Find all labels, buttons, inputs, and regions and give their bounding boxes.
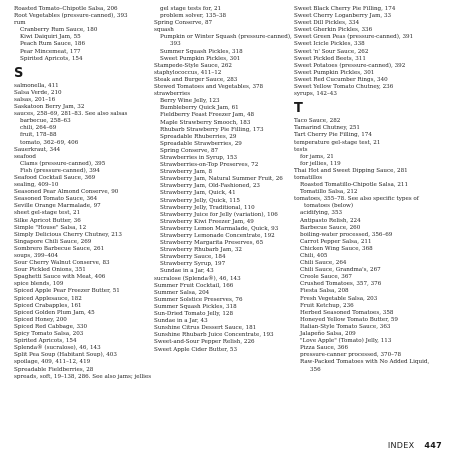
index-entry: soups, 399–404 xyxy=(14,253,58,259)
index-subentry: Strawberry Jelly, Quick, 115 xyxy=(160,197,240,204)
index-subentry: Pear Mincemeat, 177 xyxy=(20,48,81,55)
index-subentry: Fruit Ketchup, 236 xyxy=(300,302,354,309)
index-entry: seafood xyxy=(14,153,36,160)
index-entry: Sweet Yellow Tomato Chutney, 236 xyxy=(294,84,394,91)
index-subentry: Chili Sauce, Grandma's, 267 xyxy=(300,267,381,274)
index-entry: sucralose (Splenda®), 46, 143 xyxy=(154,275,241,282)
index-entry: Sweet Black Cherry Pie Filling, 174 xyxy=(294,6,396,12)
index-subentry: Strawberry Juice for Jelly (variation), 106 xyxy=(160,211,278,218)
index-entry: Spicy Tomato Salsa, 203 xyxy=(14,331,84,338)
index-subentry: Strawberries in Syrup, 153 xyxy=(160,154,238,161)
index-entry: Root Vegetables (pressure-canned), 393 xyxy=(14,13,128,20)
index-subentry: chili, 264–69 xyxy=(20,125,57,132)
index-subentry: Jalapeño Salsa, 209 xyxy=(300,331,356,338)
index-entry: Silke Apricot Butter, 36 xyxy=(14,217,81,224)
index-subentry: Clams (pressure-canned), 395 xyxy=(20,160,106,167)
index-entry: Taco Sauce, 282 xyxy=(294,118,341,125)
index-subentry: barbecue, 258–63 xyxy=(20,118,71,125)
index-entry: sealing, 409–10 xyxy=(14,182,59,189)
index-entry: Seasoned Pear Almond Conserve, 90 xyxy=(14,189,119,196)
index-subentry: Chili, 405 xyxy=(300,253,328,259)
index-entry: sauces, 258–69, 281–83. See also salsas xyxy=(14,111,128,118)
index-entry: Spirited Apricots, 154 xyxy=(14,338,77,345)
index-subentry: Sundae in a Jar, 43 xyxy=(160,268,214,275)
index-subentry: Honeyed Yellow Tomato Butter, 59 xyxy=(300,316,398,323)
index-subentry: Spreadable Rhuberries, 29 xyxy=(160,133,237,140)
index-subentry: Chili Sauce, 264 xyxy=(300,260,347,267)
index-subentry: Antipasto Relish, 224 xyxy=(300,217,361,224)
index-entry: Sour Cherry Walnut Conserve, 83 xyxy=(14,260,110,267)
index-subentry: Strawberry Jam, Quick, 41 xyxy=(160,190,236,197)
index-entry: Summer Solstice Preserves, 76 xyxy=(154,296,243,303)
index-subentry: Strawberry Rhubarb Jam, 32 xyxy=(160,247,242,254)
index-entry: squash xyxy=(154,27,174,34)
index-entry: Sweet Red Cucumber Rings, 340 xyxy=(294,76,388,83)
index-entry: Spreadable Fieldberries, 28 xyxy=(14,366,94,373)
index-entry: Spiced Crabapples, 161 xyxy=(14,302,82,309)
index-entry: Seasoned Tomato Sauce, 364 xyxy=(14,196,98,203)
index-subentry: problem solver, 135–38 xyxy=(160,13,227,20)
index-entry: Spaghetti Sauce with Meat, 406 xyxy=(14,274,106,281)
index-subentry: acidifying, 353 xyxy=(300,210,343,217)
index-entry: Simply Delicious Cherry Chutney, 213 xyxy=(14,231,122,238)
index-subentry: Raw-Packed Tomatoes with No Added Liquid, 356 xyxy=(300,359,430,373)
index-entry: Sweet Green Peas (pressure-canned), 391 xyxy=(294,34,414,41)
index-entry: Sweet-and-Sour Pepper Relish, 226 xyxy=(154,339,255,346)
index-subentry: Italian-Style Tomato Sauce, 363 xyxy=(300,323,391,330)
index-entry: Simple "House" Salsa, 12 xyxy=(14,224,87,231)
section-letter: T xyxy=(294,101,303,117)
index-entry: Split Pea Soup (Habitant Soup), 403 xyxy=(14,352,117,359)
index-entry: temperature gel-stage test, 21 xyxy=(294,139,381,146)
footer-section-label: INDEX xyxy=(387,441,415,450)
index-subentry: Spirited Apricots, 154 xyxy=(20,55,83,62)
index-entry: Roasted Tomato–Chipotle Salsa, 206 xyxy=(14,6,118,12)
page-number: 447 xyxy=(424,441,442,450)
index-entry: staphylococcus, 411–12 xyxy=(154,69,222,76)
index-entry: syrups, 142–43 xyxy=(294,91,337,98)
index-subentry: Strawberry Jam, 8 xyxy=(160,169,213,176)
index-subentry: Strawberry Jam, Natural Summer Fruit, 26 xyxy=(160,176,283,183)
index-subentry: Strawberry Lemonade Concentrate, 192 xyxy=(160,233,275,239)
index-entry: Splenda® (sucralose), 46, 143 xyxy=(14,345,101,352)
index-entry: Sweet Gherkin Pickles, 336 xyxy=(294,27,373,34)
index-entry: Sweet Apple Cider Butter, 53 xyxy=(154,346,238,353)
index-entry: Seafood Cocktail Sauce, 369 xyxy=(14,174,96,181)
index-subentry: Carrot Pepper Salsa, 211 xyxy=(300,238,372,245)
index-entry: spreads, soft, 19–138, 286. See also jams; jellies xyxy=(14,373,152,380)
index-subentry: Fieldberry Feast Freezer Jam, 48 xyxy=(160,112,255,119)
index-entry: Spiced Golden Plum Jam, 45 xyxy=(14,309,95,316)
index-subentry: Roasted Tomatillo-Chipotle Salsa, 211 xyxy=(300,182,409,189)
index-entry: Sweet Cherry Loganberry Jam, 33 xyxy=(294,13,392,20)
index-entry: Steak and Burger Sauce, 283 xyxy=(154,76,238,83)
index-subentry: boiling-water processed, 356–69 xyxy=(300,231,393,238)
index-entry: Sunshine Citrus Dessert Sauce, 181 xyxy=(154,325,257,332)
index-subentry: Sweet Pumpkin Pickles, 301 xyxy=(160,55,241,62)
index-entry: Spiced Apple Pear Freezer Butter, 51 xyxy=(14,288,120,295)
index-subentry: Fresh Vegetable Salsa, 203 xyxy=(300,295,378,302)
index-subentry: Strawberries-on-Top Preserves, 72 xyxy=(160,162,259,169)
index-column-1 xyxy=(14,6,152,381)
index-entry: sheet gel-stage test, 21 xyxy=(14,210,81,217)
index-entry: Sweet Potatoes (pressure-canned), 392 xyxy=(294,62,406,69)
index-entry: Sweet 'n' Sour Sauce, 262 xyxy=(294,48,369,55)
index-entry: Tart Cherry Pie Filling, 174 xyxy=(294,132,372,139)
index-entry: tests xyxy=(294,146,308,153)
index-entry: Singapore Chili Sauce, 269 xyxy=(14,238,92,245)
index-entry: Seville Orange Marmalade, 97 xyxy=(14,203,101,210)
index-column-3 xyxy=(294,6,432,374)
index-column-2 xyxy=(154,6,292,354)
index-entry: spice blends, 109 xyxy=(14,281,64,288)
index-subentry: fruit, 178–88 xyxy=(20,132,57,139)
index-subentry: Spreadable Strawberries, 29 xyxy=(160,140,242,147)
index-entry: Sauerkraut, 344 xyxy=(14,146,61,153)
index-subentry: Strawberry Syrup, 197 xyxy=(160,261,226,268)
index-subentry: gel stage tests for, 21 xyxy=(160,6,222,12)
index-entry: Sundae in a Jar, 43 xyxy=(154,318,208,325)
page-footer xyxy=(388,441,442,450)
index-entry: Sunshine Rhubarb Juice Concentrate, 193 xyxy=(154,332,274,339)
index-subentry: Rhubarb Strawberry Pie Filling, 173 xyxy=(160,126,264,133)
index-subentry: Summer Squash Pickles, 318 xyxy=(160,48,243,55)
index-subentry: pressure-canner processed, 370–78 xyxy=(300,352,402,359)
index-subentry: tomato, 362–69, 406 xyxy=(20,139,79,146)
index-subentry: Strawberry Kiwi Freezer Jam, 49 xyxy=(160,218,254,225)
index-entry: Sun-Dried Tomato Jelly, 128 xyxy=(154,311,234,318)
index-entry: Salsa Verde, 210 xyxy=(14,89,62,96)
index-subentry: Peach Rum Sauce, 186 xyxy=(20,41,86,48)
index-subentry: Strawberry Margarita Preserves, 65 xyxy=(160,240,264,247)
index-entry: Sombrero Barbecue Sauce, 261 xyxy=(14,245,105,252)
index-entry: spoilage, 409, 411–12, 419 xyxy=(14,359,91,366)
index-entry: Tamarind Chutney, 251 xyxy=(294,125,360,132)
index-subentry: Strawberry Jelly, Traditional, 110 xyxy=(160,204,255,211)
index-entry: tomatillos xyxy=(294,174,323,181)
index-entry: Spring Conserve, 87 xyxy=(154,20,213,27)
index-subentry: Pumpkin or Winter Squash (pressure-canned), 393 xyxy=(160,34,292,48)
index-entry: salsas, 201–16 xyxy=(14,96,56,103)
index-entry: Saskatoon Berry Jam, 32 xyxy=(14,104,85,111)
index-subentry: Strawberry Sauce, 184 xyxy=(160,254,226,261)
index-subentry: Barbecue Sauce, 260 xyxy=(300,224,361,231)
index-entry: Stewed Tomatoes and Vegetables, 378 xyxy=(154,84,264,91)
index-subentry: for jams, 21 xyxy=(300,153,334,160)
index-subentry: Chicken Wing Sauce, 368 xyxy=(300,245,373,252)
index-subentry: Strawberry Jam, Old-Fashioned, 23 xyxy=(160,183,260,190)
index-subentry: Creole Sauce, 367 xyxy=(300,274,352,281)
index-subentry: Herbed Seasoned Tomatoes, 358 xyxy=(300,309,394,316)
index-entry: tomatoes, 355–78. See also specific types of tomatoes (below) xyxy=(294,196,419,210)
index-subentry: for jellies, 119 xyxy=(300,160,341,167)
index-subentry: Bumbleberry Quick Jam, 61 xyxy=(160,105,239,112)
index-entry: salmonella, 411 xyxy=(14,82,59,89)
index-subentry: Fish (pressure-canned), 394 xyxy=(20,167,100,174)
index-entry: Spiced Red Cabbage, 330 xyxy=(14,323,88,330)
index-subentry: "Love Apple" (Tomato) Jelly, 113 xyxy=(300,338,392,345)
index-entry: Sweet Icicle Pickles, 338 xyxy=(294,41,365,48)
index-subentry: Maple Strawberry Smooch, 183 xyxy=(160,119,251,126)
index-subentry: Pizza Sauce, 366 xyxy=(300,345,349,352)
index-entry: rum xyxy=(14,20,26,27)
index-entry: strawberries xyxy=(154,91,191,98)
index-entry: Thai Hot and Sweet Dipping Sauce, 281 xyxy=(294,167,408,174)
index-entry: Summer Salsa, 204 xyxy=(154,289,210,296)
index-subentry: Cranberry Rum Sauce, 180 xyxy=(20,27,98,34)
index-entry: Summer Squash Pickles, 318 xyxy=(154,303,237,310)
index-subentry: Tomatillo Salsa, 212 xyxy=(300,189,358,196)
index-subentry: Spring Conserve, 87 xyxy=(160,147,219,154)
index-entry: Sweet Pumpkin Pickles, 301 xyxy=(294,69,375,76)
section-letter: S xyxy=(14,65,24,81)
index-entry: Sweet Dill Pickles, 334 xyxy=(294,20,360,27)
index-subentry: Fiesta Salsa, 208 xyxy=(300,288,349,295)
index-entry: Sour Pickled Onions, 351 xyxy=(14,267,86,274)
index-entry: Stampede-Style Sauce, 262 xyxy=(154,62,232,69)
index-entry: Summer Fruit Cocktail, 166 xyxy=(154,282,234,289)
index-subentry: Kiwi Daiquiri Jam, 55 xyxy=(20,34,81,41)
index-entry: Spiced Honey, 200 xyxy=(14,316,67,323)
index-subentry: Crushed Tomatoes, 357, 376 xyxy=(300,281,382,288)
index-entry: Spiced Applesauce, 182 xyxy=(14,295,82,302)
index-subentry: Berry Wine Jelly, 123 xyxy=(160,98,220,105)
index-entry: Sweet Pickled Beets, 311 xyxy=(294,55,366,62)
index-subentry: Strawberry Lemon Marmalade, Quick, 93 xyxy=(160,225,279,232)
